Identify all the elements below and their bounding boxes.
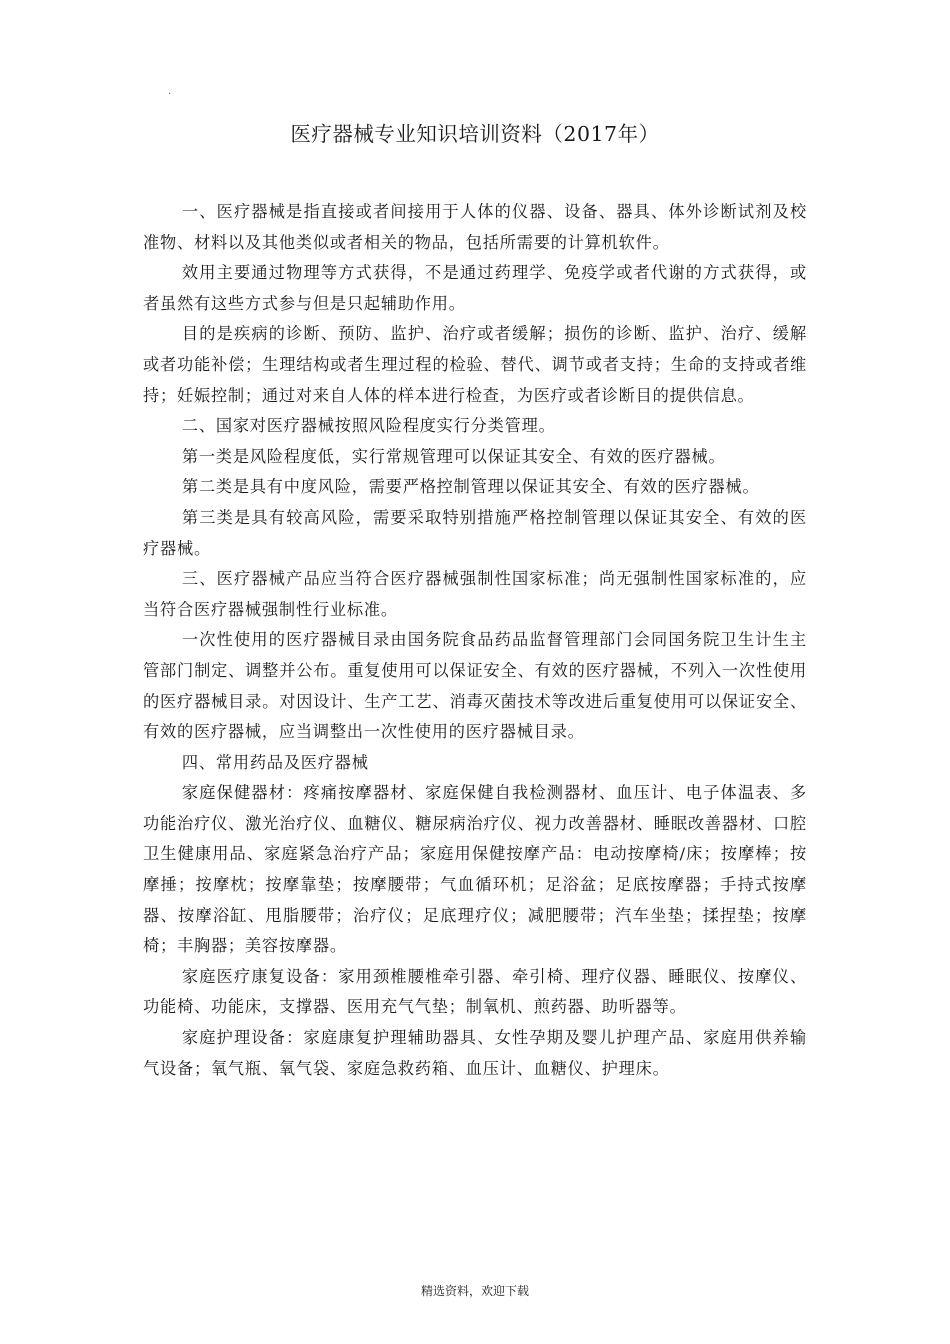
paragraph-home-care: 家庭护理设备：家庭康复护理辅助器具、女性孕期及婴儿护理产品、家庭用供养输气设备；氧气瓶、氧气袋、家庭急救药箱、血压计、血糖仪、护理床。 <box>143 1028 807 1078</box>
paragraph-purpose: 目的是疾病的诊断、预防、监护、治疗或者缓解；损伤的诊断、监护、治疗、缓解或者功能补偿；生理结构或者生理过程的检验、替代、调节或者支持；生命的支持或者维持；妊娠控制；通过对来自人体的样本进行检查，为医疗或者诊断目的提供信息。 <box>143 324 807 405</box>
paragraph-definition: 一、医疗器械是指直接或者间接用于人体的仪器、设备、器具、体外诊断试剂及校准物、材料以及其他类似或者相关的物品，包括所需要的计算机软件。 <box>143 202 807 252</box>
paragraph-standards: 三、医疗器械产品应当符合医疗器械强制性国家标准；尚无强制性国家标准的，应当符合医疗器械强制性行业标准。 <box>143 569 807 619</box>
section-heading-common-devices: 四、常用药品及医疗器械 <box>181 752 369 772</box>
corner-mark: . <box>168 86 172 97</box>
document-body <box>143 197 807 1084</box>
paragraph-class-one: 第一类是风险程度低，实行常规管理可以保证其安全、有效的医疗器械。 <box>181 446 726 466</box>
page-footer: 精选资料，欢迎下载 <box>420 1284 529 1298</box>
paragraph-disposable: 一次性使用的医疗器械目录由国务院食品药品监督管理部门会同国务院卫生计生主管部门制定、调整并公布。重复使用可以保证安全、有效的医疗器械，不列入一次性使用的医疗器械目录。对因设计、生产工艺、消毒灭菌技术等改进后重复使用可以保证安全、有效的医疗器械，应当调整出一次性使用的医疗器械目录。 <box>143 630 807 742</box>
paragraph-effect: 效用主要通过物理等方式获得，不是通过药理学、免疫学或者代谢的方式获得，或者虽然有这些方式参与但是只起辅助作用。 <box>143 263 807 313</box>
paragraph-class-two: 第二类是具有中度风险，需要严格控制管理以保证其安全、有效的医疗器械。 <box>181 477 760 497</box>
paragraph-home-rehab: 家庭医疗康复设备：家用颈椎腰椎牵引器、牵引椅、理疗仪器、睡眠仪、按摩仪、功能椅、功能床，支撑器、医用充气气垫；制氧机、煎药器、助听器等。 <box>143 966 807 1017</box>
paragraph-home-health: 家庭保健器材：疼痛按摩器材、家庭保健自我检测器材、血压计、电子体温表、多功能治疗仪、激光治疗仪、血糖仪、糖尿病治疗仪、视力改善器材、睡眠改善器材、口腔卫生健康用品、家庭紧急治疗产品；家庭用保健按摩产品：电动按摩椅/床；按摩棒；按摩捶；按摩枕；按摩靠垫；按摩腰带；气血循环机；足浴盆；足底按摩器；手持式按摩器、按摩浴缸、甩脂腰带；治疗仪；足底理疗仪；减肥腰带；汽车坐垫；揉捏垫；按摩椅；丰胸器；美容按摩器。 <box>143 783 807 956</box>
page-title: 医疗器械专业知识培训资料（2017年） <box>290 122 660 146</box>
section-heading-classification: 二、国家对医疗器械按照风险程度实行分类管理。 <box>181 416 556 436</box>
paragraph-class-three: 第三类是具有较高风险，需要采取特别措施严格控制管理以保证其安全、有效的医疗器械。 <box>143 507 807 558</box>
